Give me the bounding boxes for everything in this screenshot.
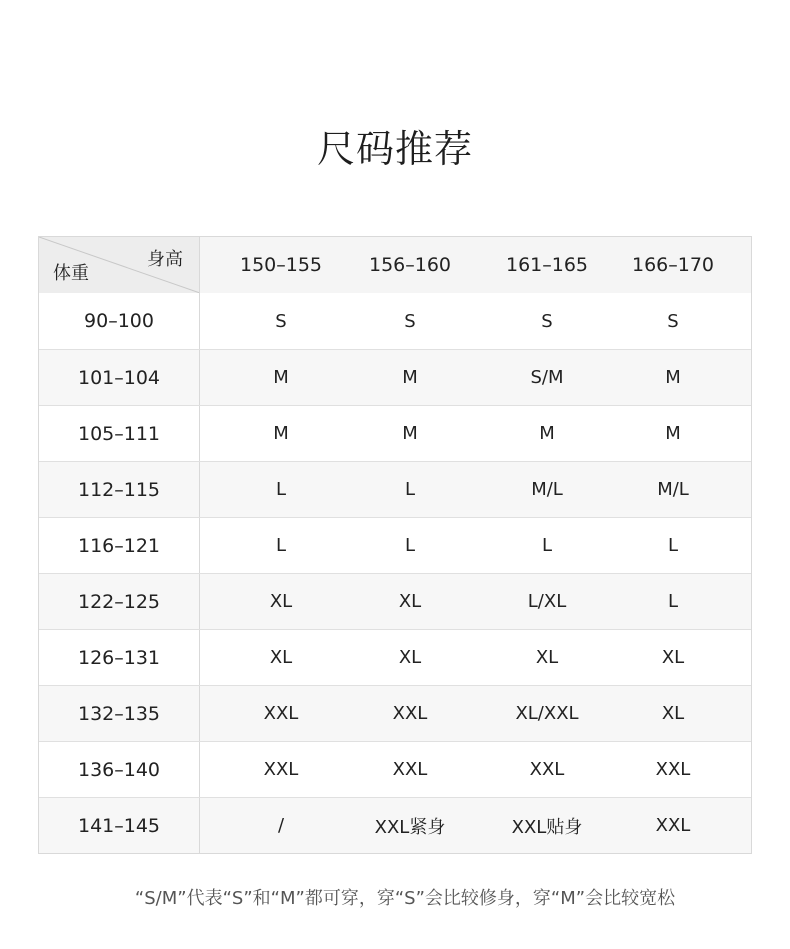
size-cell: XL [398,647,422,668]
table-row [39,629,751,685]
page-title: 尺码推荐 [316,127,473,171]
size-cell: L [404,479,416,500]
size-cell: XXL [263,703,299,724]
size-cell: M/L [531,479,563,500]
size-cell: S [275,310,287,332]
size-cell: XXL贴身 [511,816,583,838]
size-cell: XXL [655,815,691,836]
size-cell: S [404,310,416,332]
size-cell: M [273,423,289,444]
table-header-row [39,237,751,293]
row-header-weight: 112–115 [39,462,200,517]
size-cell: L [667,535,679,556]
size-cell: M [402,367,418,388]
table-row [39,293,751,349]
size-cell: L [667,591,679,612]
column-header: 166–170 [631,254,715,276]
size-cell: L/XL [527,591,567,612]
size-cell: L [275,479,287,500]
height-axis-label: 身高 [147,249,183,270]
table-row [39,741,751,797]
size-cell: L [404,535,416,556]
size-cell: XL [661,703,685,724]
table-row [39,685,751,741]
row-header-weight: 105–111 [39,406,200,461]
size-cell: M/L [657,479,689,500]
weight-axis-label: 体重 [53,263,89,284]
size-cell: XXL [655,759,691,780]
row-header-weight: 122–125 [39,574,200,629]
row-header-weight: 132–135 [39,686,200,741]
size-cell: M [402,423,418,444]
row-header-weight: 90–100 [39,293,200,349]
table-row [39,405,751,461]
size-cell: XXL [392,703,428,724]
size-cell: S/M [530,367,564,388]
size-cell: XXL紧身 [374,816,446,838]
size-cell: M [539,423,555,444]
table-row [39,349,751,405]
size-cell: L [541,535,553,556]
table-row [39,573,751,629]
corner-cell [39,237,200,293]
size-cell: XL/XXL [515,703,579,724]
table-row [39,517,751,573]
size-cell: / [277,815,285,836]
size-table [38,236,752,854]
size-cell: XXL [263,759,299,780]
row-header-weight: 101–104 [39,350,200,405]
row-header-weight: 141–145 [39,798,200,853]
column-header: 150–155 [239,254,323,276]
size-cell: M [665,367,681,388]
row-header-weight: 136–140 [39,742,200,797]
size-cell: XL [398,591,422,612]
size-cell: M [665,423,681,444]
size-cell: XXL [529,759,565,780]
size-cell: L [275,535,287,556]
table-row [39,461,751,517]
size-cell: XL [269,591,293,612]
column-header: 161–165 [505,254,589,276]
size-cell: XXL [392,759,428,780]
size-cell: S [541,310,553,332]
size-cell: M [273,367,289,388]
size-cell: S [667,310,679,332]
size-cell: XL [535,647,559,668]
row-header-weight: 126–131 [39,630,200,685]
table-row [39,797,751,853]
size-cell: XL [661,647,685,668]
size-note: “S/M”代表“S”和“M”都可穿，穿“S”会比较修身，穿“M”会比较宽松 [134,888,676,909]
row-header-weight: 116–121 [39,518,200,573]
size-cell: XL [269,647,293,668]
column-header: 156–160 [368,254,452,276]
